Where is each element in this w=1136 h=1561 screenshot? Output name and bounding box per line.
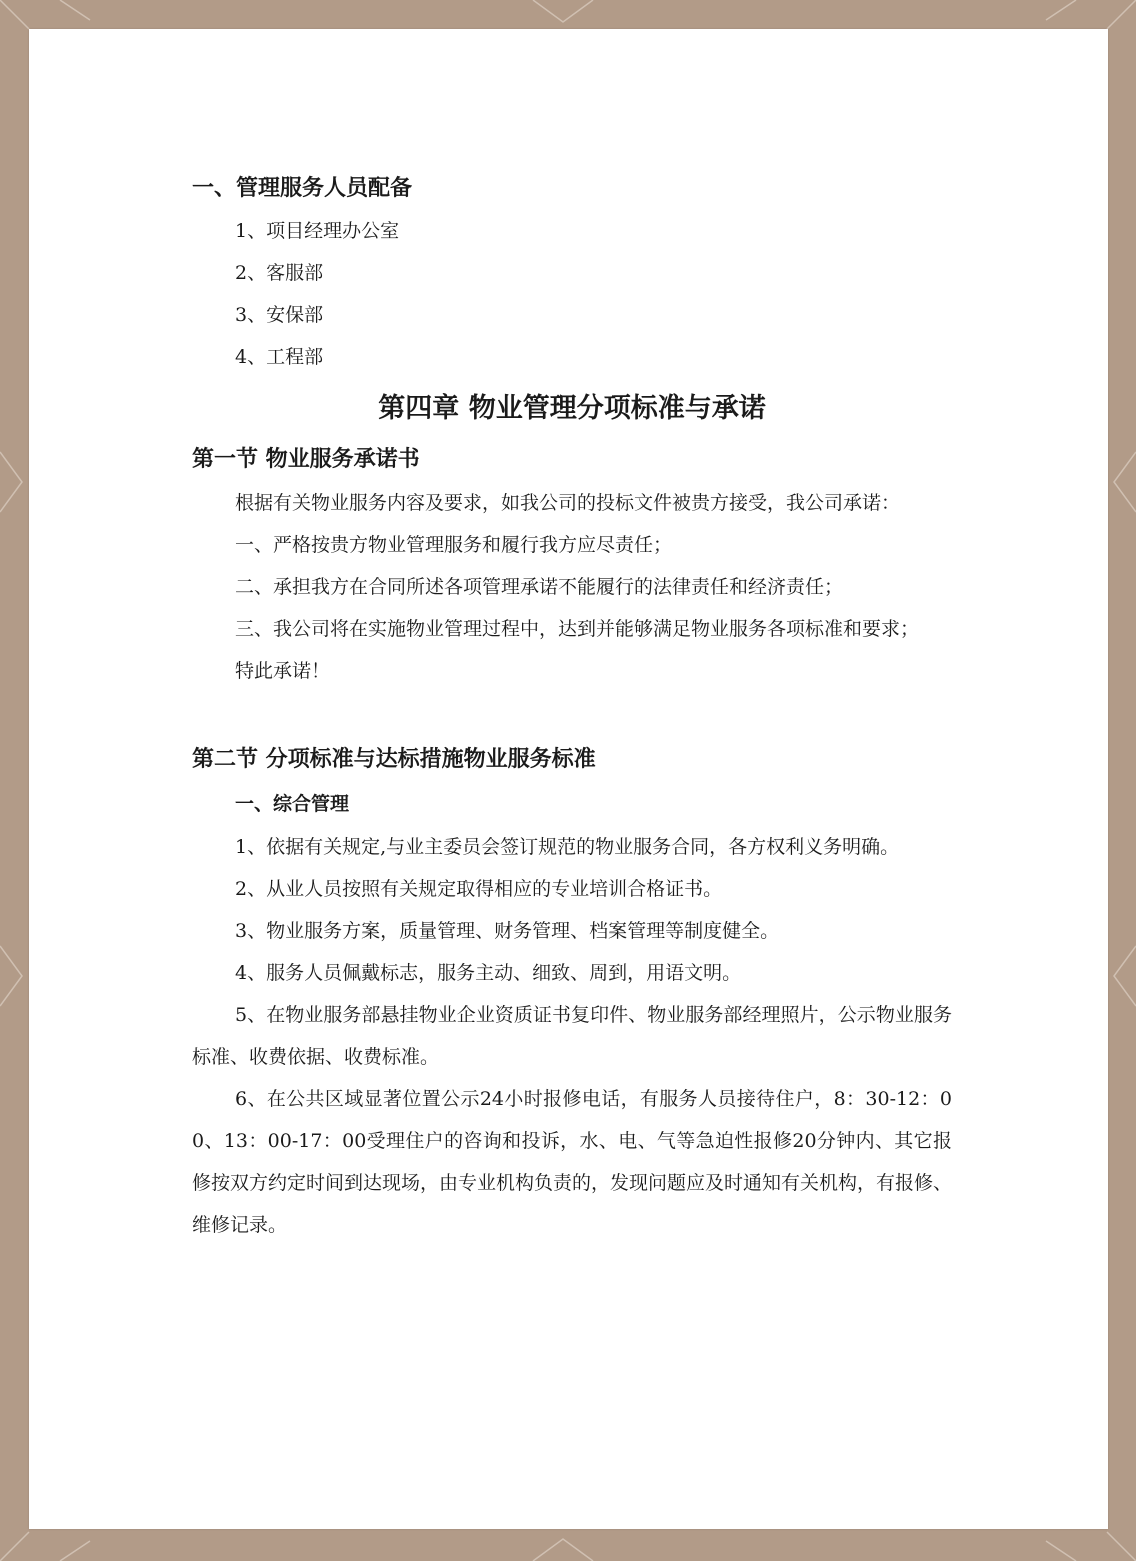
paragraph: 特此承诺！ bbox=[235, 660, 331, 682]
paragraph: 2、从业人员按照有关规定取得相应的专业培训合格证书。 bbox=[235, 878, 723, 900]
section-title-standards: 第二节 分项标准与达标措施物业服务标准 bbox=[192, 747, 596, 772]
paragraph: 二、承担我方在合同所述各项管理承诺不能履行的法律责任和经济责任； bbox=[235, 576, 844, 598]
list-item: 3、安保部 bbox=[235, 304, 324, 326]
paragraph: 根据有关物业服务内容及要求，如我公司的投标文件被贵方接受，我公司承诺： bbox=[235, 492, 901, 514]
section-title-commitment: 第一节 物业服务承诺书 bbox=[192, 447, 420, 472]
subsection-title: 一、综合管理 bbox=[235, 793, 350, 815]
paragraph: 4、服务人员佩戴标志，服务主动、细致、周到，用语文明。 bbox=[235, 962, 742, 984]
paragraph: 三、我公司将在实施物业管理过程中，达到并能够满足物业服务各项标准和要求； bbox=[235, 618, 920, 640]
chapter-title: 第四章 物业管理分项标准与承诺 bbox=[378, 393, 766, 424]
paragraph: 3、物业服务方案，质量管理、财务管理、档案管理等制度健全。 bbox=[235, 920, 780, 942]
list-item: 1、项目经理办公室 bbox=[235, 220, 400, 242]
heading-staffing: 一、管理服务人员配备 bbox=[192, 176, 413, 201]
list-item: 4、工程部 bbox=[235, 346, 324, 368]
document-page bbox=[29, 29, 1108, 1529]
spacer bbox=[192, 692, 952, 738]
paragraph: 一、严格按贵方物业管理服务和履行我方应尽责任； bbox=[235, 534, 673, 556]
paragraph: 6、在公共区域显著位置公示24小时报修电话，有服务人员接待住户，8：30-12：00、13：00-17：00受理住户的咨询和投诉，水、电、气等急迫性报修20分钟内、其它报修按双方约定时间到达现场，由专业机构负责的，发现问题应及时通知有关机构，有报修、维修记录。 bbox=[192, 1088, 953, 1236]
list-item: 2、客服部 bbox=[235, 262, 324, 284]
paragraph: 5、在物业服务部悬挂物业企业资质证书复印件、物业服务部经理照片，公示物业服务标准、收费依据、收费标准。 bbox=[192, 1004, 952, 1068]
document-content bbox=[192, 168, 952, 1246]
paragraph: 1、依据有关规定,与业主委员会签订规范的物业服务合同，各方权利义务明确。 bbox=[235, 836, 900, 858]
